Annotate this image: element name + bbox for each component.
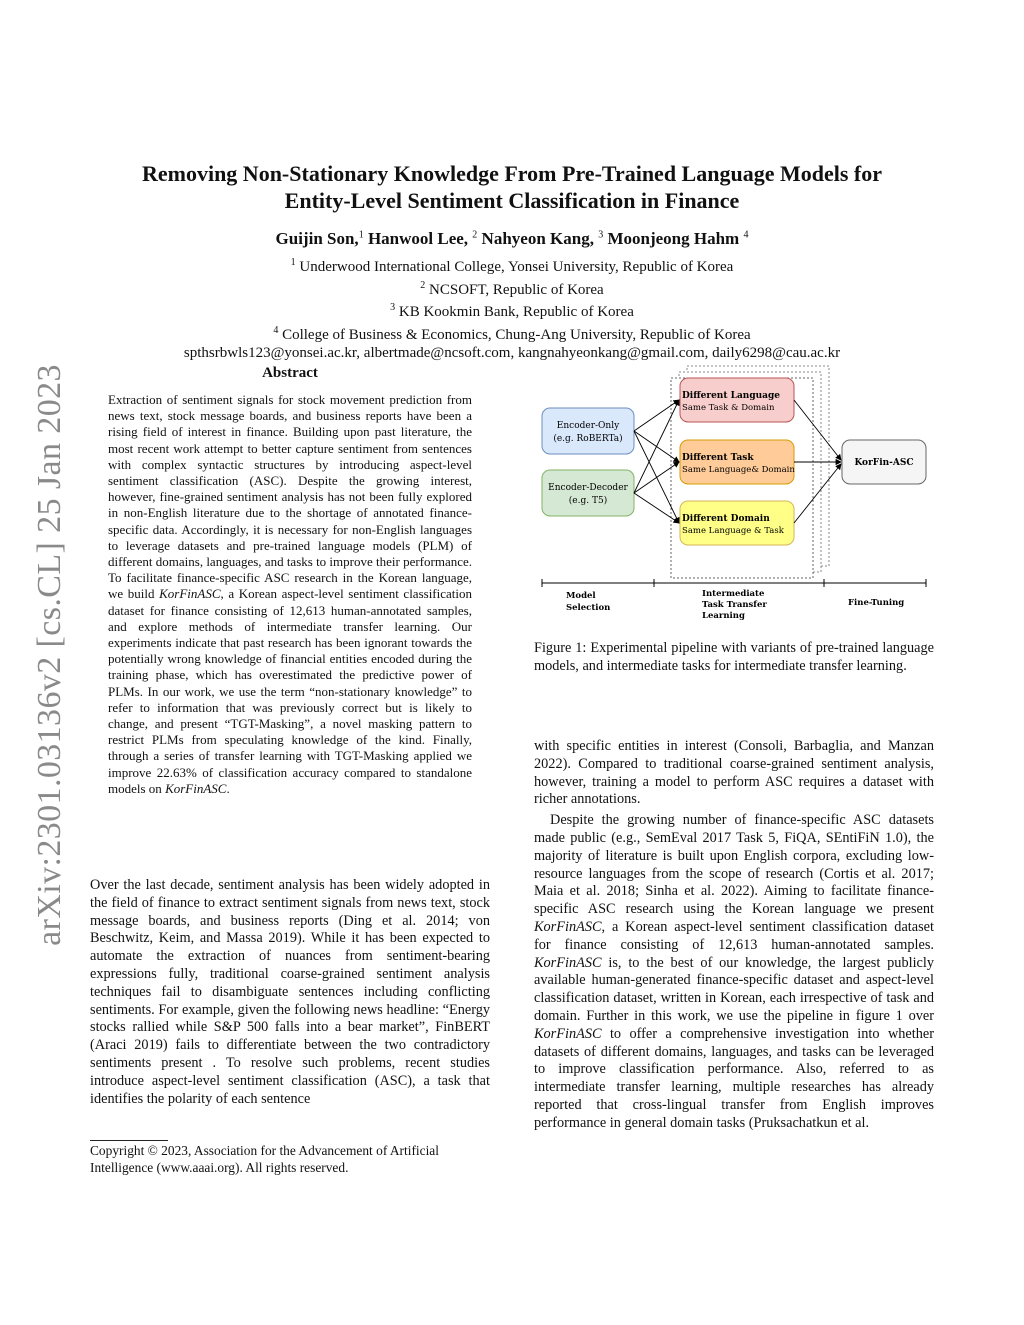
intro-paragraph: Over the last decade, sentiment analysis has been widely adopted in the field of finance to extract sentiment signals from news text, stock message boards, and business reports (Ding et al. 2014; von Beschwitz, Keim, and Massa 2019). While it has been expected to automate the extraction of nuances from sentiment-bearing expressions fully, traditional coarse-grained sentiment analysis techniques fail to disambiguate sentences including conflicting sentiments. For example, given the following news headline: “Energy stocks rallied while S&P 500 falls into a bear market”, FinBERT (Araci 2019) fails to differentiate between the two contradictory sentiments present . To resolve such problems, recent studies introduce aspect-level sentiment classification (ASC), a task that identifies the polarity of each sentence	[90, 877, 490, 1107]
stage-label: Intermediate	[702, 589, 765, 599]
encoder-only-label: Encoder-Only	[556, 421, 620, 431]
encoder-only-box	[542, 408, 634, 454]
abstract-text: Extraction of sentiment signals for stock movement prediction from news text, stock message boards, and business reports have been a rising field of interest in finance. Building upon past literature, the most recent work attempt to better capture sentiment from sentences with complex syntactic structures by introducing aspect-level sentiment classification (ASC). Despite the growing interest, however, fine-grained sentiment analysis has not been fully explored in non-English literature due to the shortage of annotated finance-specific data. Accordingly, it is necessary for non-English languages to leverage datasets and pre-trained language models (PLM) of different domains, languages, and tasks to improve their performance. To facilitate finance-specific ASC research in the Korean language, we build	[108, 392, 473, 602]
email-list: spthsrbwls123@yonsei.ac.kr, albertmade@ncsoft.com, kangnahyeonkang@gmail.com, daily6298@cau.ac.kr	[183, 345, 841, 361]
paragraph-text: Despite the growing number of finance-specific ASC datasets made public (e.g., SemEval 2017 Task 5, FiQA, SEntiFiN 1.0), the majority of literature is built upon English corpora, excluding low-resource languages from the scope of research (Cortis et al. 2017; Maia et al. 2018; Sinha et al. 2022). Aiming to facilitate finance-specific ASC research using the Korean language we present	[534, 812, 934, 918]
author-affil-mark: 4	[743, 229, 749, 241]
dataset-name: KorFinASC	[534, 954, 602, 971]
affiliation-text: NCSOFT, Republic of Korea	[429, 281, 604, 298]
encoder-decoder-example: (e.g. T5)	[568, 496, 608, 506]
stage-label: Fine-Tuning	[848, 598, 905, 608]
abstract-heading: Abstract	[262, 365, 318, 381]
affiliation-mark: 1	[290, 257, 296, 268]
stage-label: Learning	[702, 611, 745, 620]
title-line-1: Removing Non-Stationary Knowledge From Pre-Trained Language Models for	[141, 161, 882, 186]
paragraph-text: , a Korean aspect-level sentiment classification dataset for finance consisting of 12,613 human-annotated samples.	[534, 918, 934, 953]
different-task-subtitle: Same Language& Domain	[682, 465, 795, 475]
stage-label: Model	[566, 591, 596, 601]
encoder-only-example: (e.g. RoBERTa)	[553, 434, 623, 444]
stage-label: Task Transfer	[702, 600, 767, 610]
author-affil-mark: 1	[358, 229, 364, 241]
stage-label: Selection	[566, 603, 611, 613]
affiliation-list	[90, 254, 934, 363]
right-column-body	[534, 738, 934, 1133]
author-affil-mark: 3	[598, 229, 604, 241]
author-name: Nahyeon Kang,	[481, 229, 594, 248]
affiliation-mark: 4	[273, 324, 279, 336]
figure-caption: Figure 1: Experimental pipeline with variants of pre-trained language models, and intermediate tasks for intermediate transfer learning.	[534, 640, 934, 674]
affiliation-mark: 2	[420, 279, 426, 291]
author-affil-mark: 2	[472, 229, 478, 241]
affiliation-text: KB Kookmin Bank, Republic of Korea	[398, 304, 634, 320]
paper-title	[90, 160, 934, 214]
encoder-decoder-box	[542, 470, 634, 516]
different-domain-title: Different Domain	[682, 514, 770, 524]
abstract-text: .	[226, 780, 230, 796]
affiliation	[90, 322, 934, 345]
abstract-text: , a Korean aspect-level sentiment classification dataset for finance consisting of 12,613 human-annotated samples, and explore methods of intermediate transfer learning. Our experiments indicate that past research has been ignorant towards the potentially wrong knowledge of financial entities encoded during the training phase, which has overestimated the predictive power of PLMs. In our work, we use the term “non-stationary knowledge” to refer to information that was previously correct but is likely to change, and present “TGT-Masking”, a novel masking pattern to restrict PLMs from speculating knowledge of the kind. Finally, through a series of transfer learning with TGT-Masking applied we improve 22.63% of classification accuracy compared to standalone models on	[108, 586, 473, 796]
affiliation-text: College of Business & Economics, Chung-Ang University, Republic of Korea	[282, 326, 751, 343]
different-task-title: Different Task	[682, 453, 754, 463]
pipeline-figure	[534, 360, 934, 620]
affiliation	[90, 254, 934, 277]
different-domain-subtitle: Same Language & Task	[682, 526, 784, 536]
affiliation	[90, 277, 934, 300]
paragraph-text: is, to the best of our knowledge, the largest publicly available human-generated finance-specific dataset and aspect-level classification dataset, written in Korean, each irrespective of task and domain. Further in this work, we use the pipeline in figure 1 over	[534, 954, 935, 1024]
arxiv-identifier-text: arXiv:2301.03136v2 [cs.CL] 25 Jan 2023	[31, 364, 68, 946]
dataset-name: KorFinASC	[534, 918, 602, 935]
author-name: Moonjeong Hahm	[607, 229, 740, 248]
dataset-name: KorFinASC	[165, 780, 227, 796]
affiliation	[90, 299, 934, 322]
affiliation-mark: 3	[390, 302, 396, 313]
dataset-name: KorFinASC	[159, 586, 221, 602]
affiliation-text: Underwood International College, Yonsei University, Republic of Korea	[299, 259, 734, 275]
abstract-body	[108, 392, 472, 797]
korfin-asc-label: KorFin-ASC	[854, 458, 914, 468]
paragraph	[534, 812, 934, 1132]
author-name: Hanwool Lee,	[367, 229, 469, 248]
copyright-footnote: Copyright © 2023, Association for the Advancement of Artificial Intelligence (www.aaai.org). All rights reserved.	[90, 1143, 439, 1175]
paragraph: with specific entities in interest (Consoli, Barbaglia, and Manzan 2022). Compared to traditional coarse-grained sentiment analysis, however, training a model to perform ASC requires a dataset with richer annotations.	[534, 738, 934, 808]
paragraph-text: to offer a comprehensive investigation into whether datasets of different domains, languages, and tasks can be leveraged to improve classification performance. Also, referred to as intermediate transfer learning, multiple researches has already reported that cross-lingual transfer from English improves performance in general domain tasks (Pruksachatkun et al.	[534, 1025, 934, 1131]
encoder-decoder-label: Encoder-Decoder	[548, 483, 628, 493]
arxiv-identifier	[20, 365, 80, 945]
dataset-name: KorFinASC	[534, 1025, 602, 1042]
title-line-2: Entity-Level Sentiment Classification in Finance	[284, 188, 740, 213]
author-list	[90, 229, 934, 249]
footnote-rule	[90, 1140, 168, 1141]
author-name: Guijin Son,	[275, 229, 359, 248]
different-language-title: Different Language	[682, 391, 781, 401]
different-language-subtitle: Same Task & Domain	[682, 403, 775, 413]
pipeline-diagram	[534, 360, 934, 620]
